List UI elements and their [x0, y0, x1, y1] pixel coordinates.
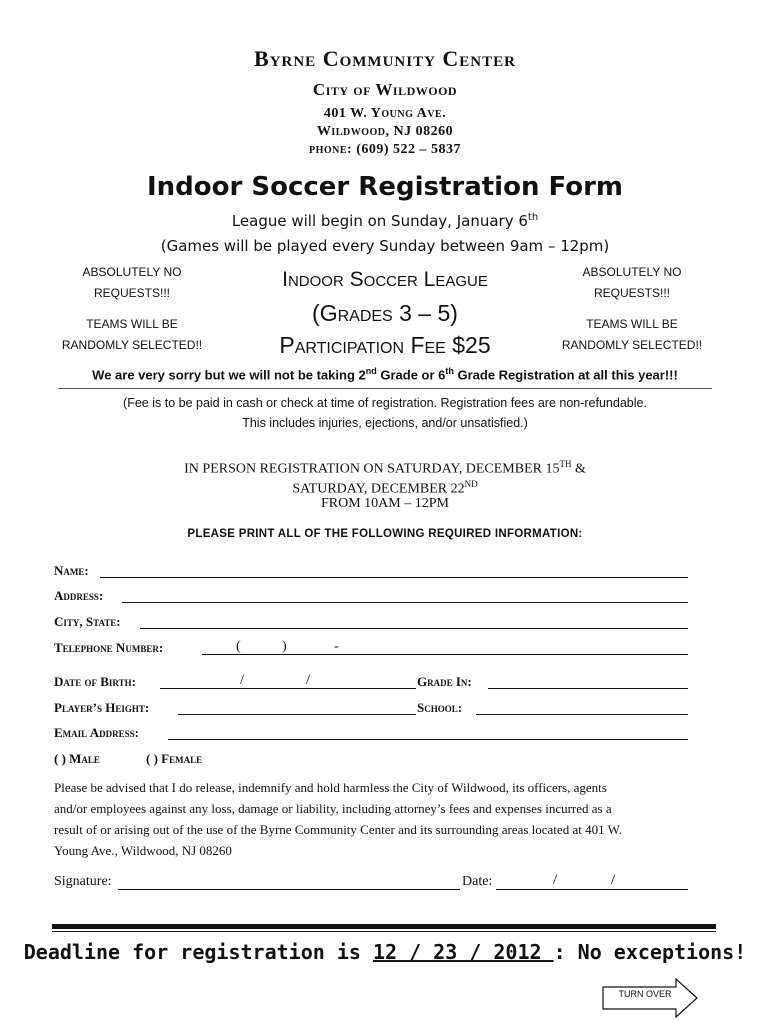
left-note-4: RANDOMLY SELECTED!! [61, 338, 203, 352]
fee-note-line-2: This includes injuries, ejections, and/or unsatisfied.) [242, 416, 528, 430]
bottom-thin-rule [52, 931, 716, 932]
city-state-field[interactable] [140, 628, 688, 629]
notice-part-1: We are very sorry but we will not be taking 2 [92, 367, 366, 383]
address-label: Address: [54, 588, 104, 603]
height-field[interactable] [178, 714, 416, 715]
tel-dash: - [334, 639, 339, 654]
waiver-line-2: and/or employees against any loss, damage or liability, including attorney’s fees and expenses incurred as a [54, 801, 612, 816]
deadline-prefix: Deadline for registration is [23, 940, 373, 964]
org-name: Byrne Community Center [254, 46, 516, 71]
games-schedule: (Games will be played every Sunday between 9am – 12pm) [160, 237, 610, 255]
league-name: Indoor Soccer League [282, 268, 488, 291]
deadline-suffix: : No exceptions! [553, 940, 747, 964]
waiver-line-3: result of or arising out of the use of the Byrne Community Center and its surrounding areas located at 401 W. [54, 822, 622, 837]
notice-part-2: Grade or 6 [376, 367, 446, 383]
in-person-line-1-sup: TH [559, 459, 572, 469]
male-checkbox[interactable]: ( ) Male [54, 751, 100, 766]
date-slash-1: / [553, 872, 558, 888]
in-person-line-1-text: IN PERSON REGISTRATION ON SATURDAY, DECEMBER 15 [184, 461, 560, 477]
notice-sup-2: th [445, 366, 454, 376]
signature-label: Signature: [54, 874, 112, 889]
in-person-line-1-amp: & [571, 461, 586, 477]
city-name: City of Wildwood [312, 80, 458, 99]
fee-note-line-1: (Fee is to be paid in cash or check at time of registration. Registration fees are non-refundable. [123, 396, 647, 410]
tel-open-paren: ( [236, 639, 241, 654]
address-field[interactable] [122, 602, 688, 603]
turn-over-arrow [602, 978, 698, 1018]
deadline-date: 12 / 23 / 2012 [372, 940, 554, 964]
name-label: Name: [54, 563, 89, 578]
school-field[interactable] [476, 714, 688, 715]
city-state-label: City, State: [54, 614, 121, 629]
in-person-line-2-sup: ND [464, 479, 478, 489]
divider-rule [58, 388, 712, 389]
league-begin-text: League will begin on Sunday, January 6 [231, 212, 528, 230]
league-grades: (Grades 3 – 5) [312, 300, 458, 326]
right-note-4: RANDOMLY SELECTED!! [561, 338, 703, 352]
participation-fee: Participation Fee $25 [279, 332, 491, 358]
grade-label: Grade In: [417, 674, 472, 689]
date-field[interactable] [496, 889, 688, 890]
turn-over-label: TURN OVER [618, 989, 672, 999]
dob-slash-1: / [240, 672, 245, 688]
telephone-label: Telephone Number: [54, 640, 164, 655]
height-label: Player’s Height: [54, 700, 150, 715]
date-label: Date: [462, 874, 493, 889]
email-field[interactable] [168, 739, 688, 740]
waiver-line-4: Young Ave., Wildwood, NJ 08260 [54, 843, 232, 858]
notice-sup-1: nd [365, 366, 377, 376]
grade-field[interactable] [488, 688, 688, 689]
no-grade-notice [0, 366, 770, 382]
waiver-text [54, 777, 714, 861]
right-note-2: REQUESTS!!! [593, 286, 670, 300]
form-title: Indoor Soccer Registration Form [146, 172, 623, 202]
left-note-3: TEAMS WILL BE [86, 317, 178, 331]
print-all-heading: PLEASE PRINT ALL OF THE FOLLOWING REQUIRED INFORMATION: [187, 528, 583, 540]
waiver-line-1: Please be advised that I do release, indemnify and hold harmless the City of Wildwood, its officers, agents [54, 780, 607, 795]
dob-field[interactable] [160, 688, 416, 689]
address-line-1: 401 W. Young Ave. [323, 106, 447, 121]
right-note-1: ABSOLUTELY NO [582, 265, 682, 279]
in-person-line-3: FROM 10AM – 12PM [321, 496, 449, 511]
left-note-1: ABSOLUTELY NO [82, 265, 182, 279]
dob-slash-2: / [306, 672, 311, 688]
left-notes [52, 262, 212, 356]
telephone-field[interactable] [202, 654, 688, 655]
name-field[interactable] [100, 577, 688, 578]
email-label: Email Address: [54, 725, 139, 740]
date-slash-2: / [611, 872, 616, 888]
deadline-line [0, 940, 770, 964]
bottom-thick-rule [52, 924, 716, 929]
league-begin-sup: th [527, 212, 539, 223]
dob-label: Date of Birth: [54, 674, 136, 689]
address-line-2: Wildwood, NJ 08260 [316, 124, 454, 139]
right-note-3: TEAMS WILL BE [586, 317, 678, 331]
female-checkbox[interactable]: ( ) Female [146, 751, 203, 766]
tel-close-paren: ) [282, 639, 287, 654]
phone-line: phone: (609) 522 – 5837 [308, 142, 462, 157]
school-label: School: [417, 700, 463, 715]
signature-field[interactable] [118, 889, 460, 890]
league-begin [0, 212, 770, 230]
left-note-2: REQUESTS!!! [93, 286, 170, 300]
right-notes [552, 262, 712, 356]
notice-part-3: Grade Registration at all this year!!! [453, 367, 678, 383]
in-person-line-2-text: SATURDAY, DECEMBER 22 [292, 481, 465, 497]
